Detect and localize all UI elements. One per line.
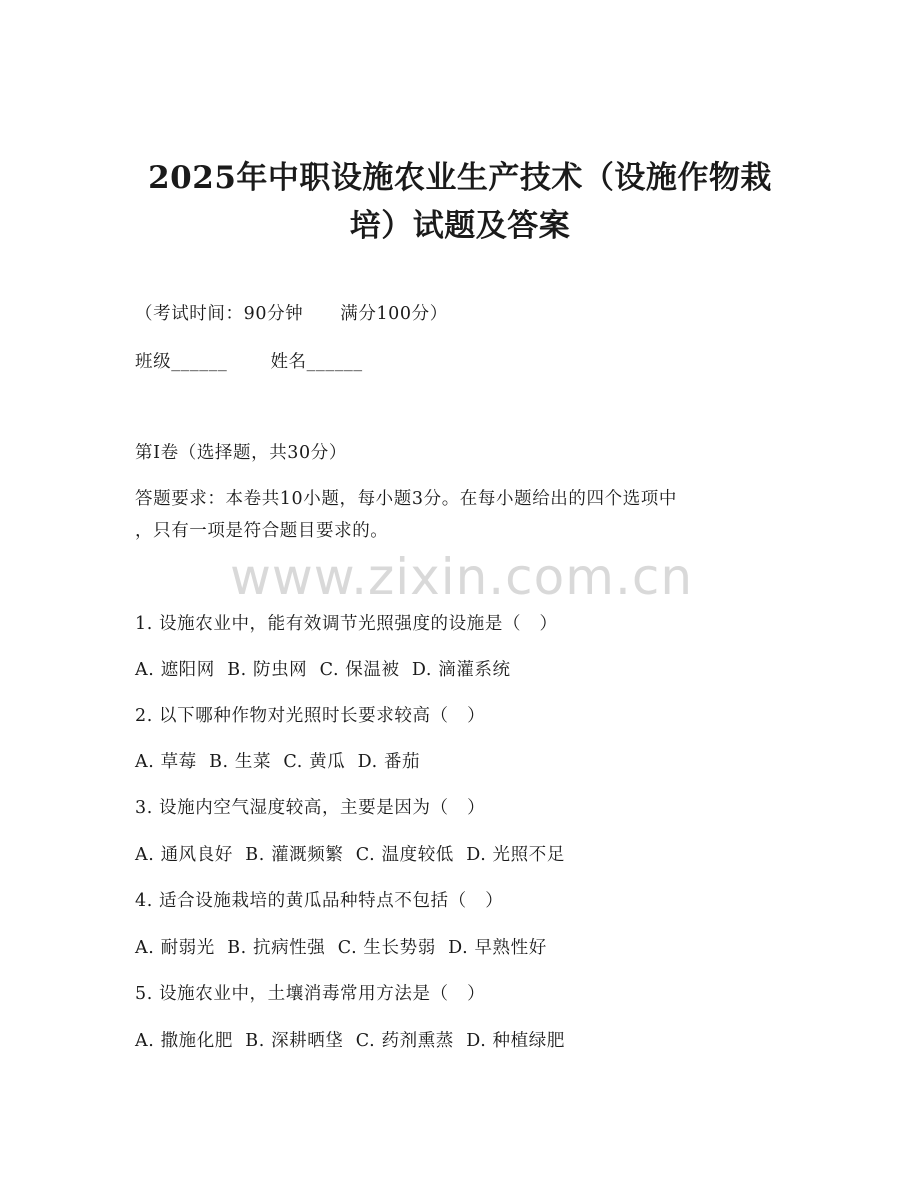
question-4-stem: 4. 适合设施栽培的黄瓜品种特点不包括（ ） (135, 891, 504, 911)
question-4-options: A. 耐弱光 B. 抗病性强 C. 生长势弱 D. 早熟性好 (135, 938, 547, 958)
question-5-stem: 5. 设施农业中，土壤消毒常用方法是（ ） (135, 984, 486, 1004)
question-2-options: A. 草莓 B. 生菜 C. 黄瓜 D. 番茄 (135, 752, 421, 772)
instructions-line-2: ，只有一项是符合题目要求的。 (135, 521, 389, 541)
watermark: www.zixin.com.cn (230, 548, 694, 606)
question-3-stem: 3. 设施内空气湿度较高，主要是因为（ ） (135, 798, 486, 818)
question-5-options: A. 撒施化肥 B. 深耕晒垡 C. 药剂熏蒸 D. 种植绿肥 (135, 1031, 565, 1051)
question-3-options: A. 通风良好 B. 灌溉频繁 C. 温度较低 D. 光照不足 (135, 845, 565, 865)
question-2-stem: 2. 以下哪种作物对光照时长要求较高（ ） (135, 706, 486, 726)
class-name-fields: 班级______ 姓名______ (135, 352, 363, 372)
document-title-line-2: 培）试题及答案 (349, 208, 571, 244)
exam-info: （考试时间：90分钟 满分100分） (135, 304, 448, 324)
question-1-options: A. 遮阳网 B. 防虫网 C. 保温被 D. 滴灌系统 (135, 660, 511, 680)
instructions-line-1: 答题要求：本卷共10小题，每小题3分。在每小题给出的四个选项中 (135, 489, 677, 509)
document-title-line-1: 2025年中职设施农业生产技术（设施作物栽 (148, 160, 772, 196)
question-1-stem: 1. 设施农业中，能有效调节光照强度的设施是（ ） (135, 614, 558, 634)
section-heading: 第I卷（选择题，共30分） (135, 443, 347, 463)
